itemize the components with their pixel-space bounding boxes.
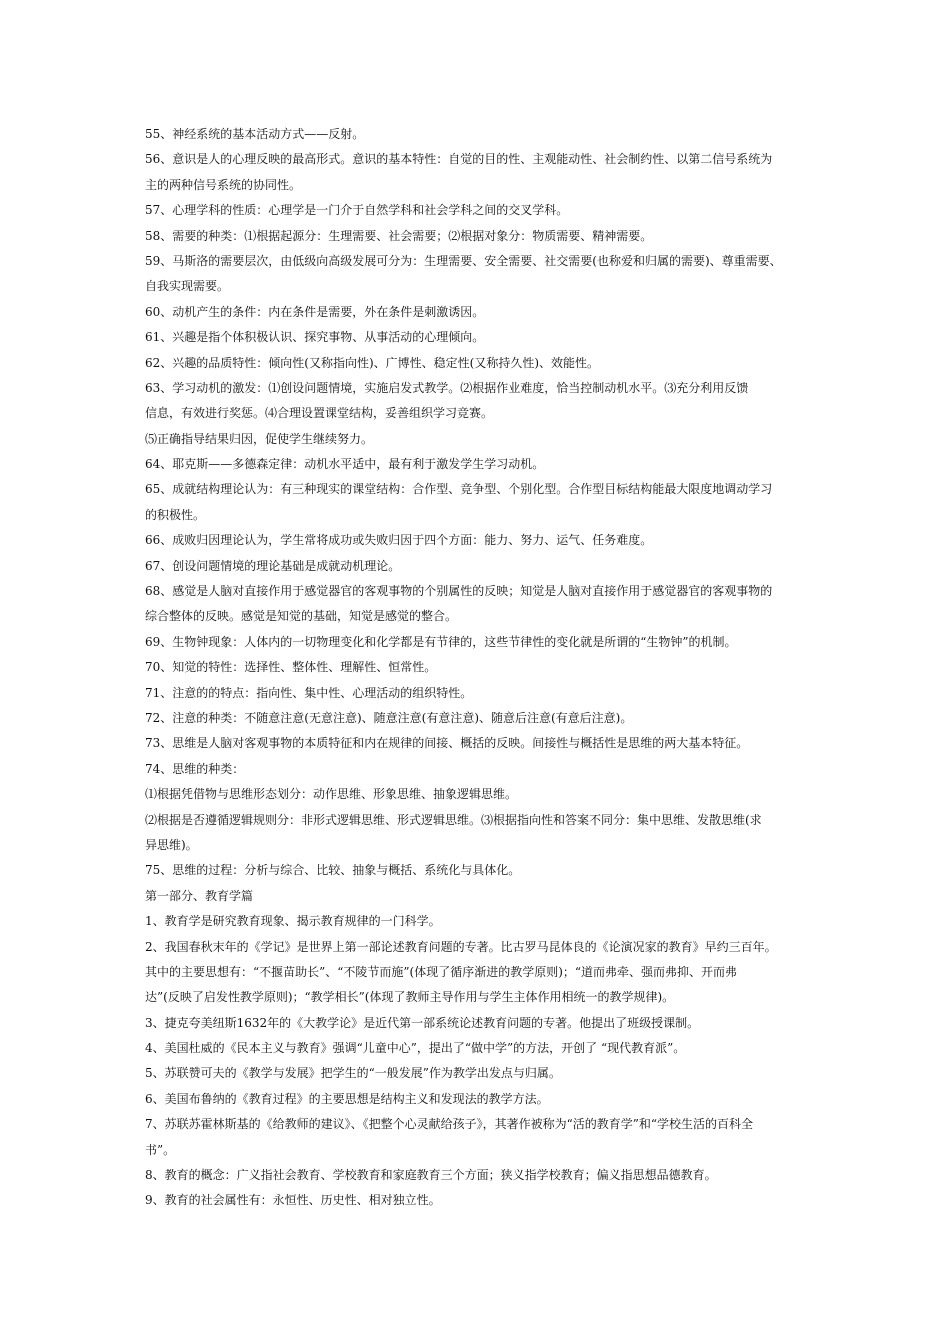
text-line: 3、捷克夸美纽斯1632年的《大教学论》是近代第一部系统论述教育问题的专著。他提出了班级授课制。 [145,1015,700,1030]
text-line: 60、动机产生的条件：内在条件是需要，外在条件是刺激诱因。 [145,304,485,319]
text-line: 73、思维是人脑对客观事物的本质特征和内在规律的间接、概括的反映。间接性与概括性是思维的两大基本特征。 [145,736,749,751]
text-line: 74、思维的种类： [145,761,245,776]
text-line: 综合整体的反映。感觉是知觉的基础，知觉是感觉的整合。 [145,609,458,624]
text-line: 63、学习动机的激发：⑴创设问题情境，实施启发式教学。⑵根据作业难度，恰当控制动机水平。⑶充分利用反馈 [145,380,749,395]
text-line: 达”(反映了启发性教学原则)；“教学相长”(体现了教师主导作用与学生主体作用相统一的教学规律)。 [145,990,675,1005]
text-line: 58、需要的种类：⑴根据起源分：生理需要、社会需要；⑵根据对象分：物质需要、精神需要。 [145,228,653,243]
text-line: 5、苏联赞可夫的《教学与发展》把学生的“一般发展”作为教学出发点与归属。 [145,1066,561,1081]
text-line: 66、成败归因理论认为，学生常将成功或失败归因于四个方面：能力、努力、运气、任务难度。 [145,533,653,548]
text-line: ⑵根据是否遵循逻辑规则分：非形式逻辑思维、形式逻辑思维。⑶根据指向性和答案不同分：集中思维、发散思维(求 [145,812,762,827]
text-line: 75、思维的过程：分析与综合、比较、抽象与概括、系统化与具体化。 [145,863,521,878]
text-line: ⑴根据凭借物与思维形态划分：动作思维、形象思维、抽象逻辑思维。 [145,787,518,802]
text-line: 57、心理学科的性质：心理学是一门介于自然学科和社会学科之间的交叉学科。 [145,203,569,218]
text-line: 59、马斯洛的需要层次，由低级向高级发展可分为：生理需要、安全需要、社交需要(也称爱和归属的需要)、尊重需要、 [145,253,782,268]
text-line: 异思维)。 [145,837,198,852]
text-line: 主的两种信号系统的协同性。 [145,177,302,192]
text-line: 61、兴趣是指个体积极认识、探究事物、从事活动的心理倾向。 [145,330,485,345]
text-line: 书”。 [145,1142,176,1157]
text-line: 70、知觉的特性：选择性、整体性、理解性、恒常性。 [145,660,437,675]
text-line: 信息，有效进行奖惩。⑷合理设置课堂结构，妥善组织学习竞赛。 [145,406,494,421]
text-line: 1、教育学是研究教育现象、揭示教育规律的一门科学。 [145,914,441,929]
text-line: 72、注意的种类：不随意注意(无意注意)、随意注意(有意注意)、随意后注意(有意后注意)。 [145,710,633,725]
text-line: 55、神经系统的基本活动方式——反射。 [145,127,365,141]
text-line: 62、兴趣的品质特性：倾向性(又称指向性)、广博性、稳定性(又称持久性)、效能性。 [145,355,599,370]
text-line: ⑸正确指导结果归因，促使学生继续努力。 [145,431,374,446]
text-line: 6、美国布鲁纳的《教育过程》的主要思想是结构主义和发现法的教学方法。 [145,1091,549,1106]
text-line: 7、苏联苏霍林斯基的《给教师的建议》、《把整个心灵献给孩子》，其著作被称为“活的教育学”和“学校生活的百科全 [145,1117,754,1132]
text-line: 2、我国春秋末年的《学记》是世界上第一部论述教育问题的专著。比古罗马昆体良的《论演况家的教育》早约三百年。 [145,939,777,954]
text-line: 64、耶克斯——多德森定律：动机水平适中，最有利于激发学生学习动机。 [145,457,545,472]
text-line: 其中的主要思想有：“不揠苗助长”、“不陵节而施”(体现了循序渐进的教学原则)；“道而弗牵、强而弗抑、开而弗 [145,964,738,979]
text-line: 65、成就结构理论认为：有三种现实的课堂结构：合作型、竞争型、个别化型。合作型目标结构能最大限度地调动学习 [145,482,773,497]
document-page [145,122,810,1214]
text-line: 71、注意的的特点：指向性、集中性、心理活动的组织特性。 [145,685,473,700]
text-line: 的积极性。 [145,507,206,522]
text-line: 第一部分、教育学篇 [145,888,254,903]
text-line: 68、感觉是人脑对直接作用于感觉器官的客观事物的个别属性的反映；知觉是人脑对直接作用于感觉器官的客观事物的 [145,584,773,599]
text-line: 9、教育的社会属性有：永恒性、历史性、相对独立性。 [145,1193,441,1208]
text-line: 67、创设问题情境的理论基础是成就动机理论。 [145,558,401,573]
text-line: 69、生物钟现象：人体内的一切物理变化和化学都是有节律的，这些节律性的变化就是所谓的“生物钟”的机制。 [145,634,737,649]
text-line: 自我实现需要。 [145,279,230,294]
text-line: 56、意识是人的心理反映的最高形式。意识的基本特性：自觉的目的性、主观能动性、社会制约性、以第二信号系统为 [145,152,773,167]
text-line: 8、教育的概念：广义指社会教育、学校教育和家庭教育三个方面；狭义指学校教育；偏义指思想品德教育。 [145,1168,717,1183]
text-line: 4、美国杜威的《民本主义与教育》强调“儿童中心”，提出了“做中学”的方法，开创了 “现代教育派”。 [145,1041,686,1056]
